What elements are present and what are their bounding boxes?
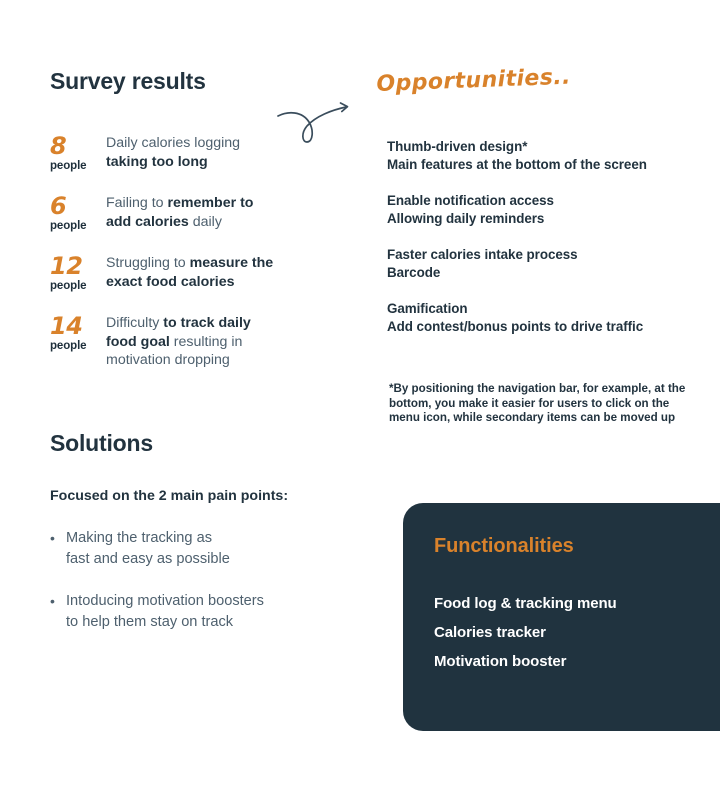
survey-results-title: Survey results — [50, 68, 206, 94]
survey-text-run-bold: remember to — [167, 195, 254, 211]
survey-text-line-1: Daily calories logging — [106, 135, 241, 151]
survey-text-run-bold: to track daily — [163, 315, 251, 331]
opportunity-line-2: Add contest/bonus points to drive traffic — [387, 318, 644, 334]
bullet-marker-icon: • — [50, 593, 55, 609]
bullet-line-2: to help them stay on track — [66, 613, 234, 630]
opportunities-list — [387, 138, 707, 354]
survey-text-line-2: taking too long — [106, 153, 208, 170]
survey-item-text — [106, 312, 350, 370]
survey-count-number: 8 — [50, 132, 67, 160]
survey-count-number: 14 — [50, 312, 83, 340]
survey-text-run-bold: exact food calories — [106, 273, 235, 290]
functionality-item: Food log & tracking menu — [434, 595, 617, 612]
survey-count-block — [50, 132, 106, 172]
survey-count-unit: people — [50, 220, 87, 232]
solutions-bullet-list — [50, 528, 360, 654]
survey-results-list — [50, 132, 350, 390]
opportunity-line-2: Barcode — [387, 264, 441, 280]
opportunities-footnote: *By positioning the navigation bar, for example, at the bottom, you make it easier for users to click on the menu icon, while secondary items can be moved up — [389, 382, 686, 425]
solutions-bullet-item — [50, 528, 360, 569]
survey-count-number: 6 — [50, 192, 67, 220]
opportunities-title: Opportunities.. — [376, 64, 572, 97]
survey-count-unit: people — [50, 160, 87, 172]
survey-text-run: daily — [188, 213, 222, 230]
survey-count-unit: people — [50, 340, 87, 352]
bullet-line-1: Making the tracking as — [66, 530, 213, 546]
solutions-bullet-item — [50, 591, 360, 632]
survey-count-block — [50, 192, 106, 232]
opportunity-line-2: Main features at the bottom of the screen — [387, 156, 647, 172]
opportunity-item — [387, 246, 707, 281]
survey-count-block — [50, 252, 106, 292]
survey-text-run-bold: measure the — [189, 255, 274, 271]
survey-item-text — [106, 192, 350, 231]
survey-text-run: resulting in — [169, 333, 243, 350]
functionalities-card — [403, 503, 720, 731]
survey-count-unit: people — [50, 280, 87, 292]
solutions-bullet-text — [66, 591, 264, 632]
survey-text-run: motivation dropping — [106, 352, 230, 368]
functionality-item: Motivation booster — [434, 653, 567, 670]
opportunity-line-1: Gamification — [387, 301, 468, 316]
survey-item — [50, 192, 350, 232]
solutions-title: Solutions — [50, 430, 153, 456]
survey-text-run-bold: add calories — [106, 213, 189, 230]
solutions-intro-text: Focused on the 2 main pain points: — [50, 488, 289, 504]
bullet-marker-icon: • — [50, 530, 55, 546]
opportunity-item — [387, 300, 707, 335]
survey-text-run: Failing to — [106, 195, 168, 211]
curved-arrow-doodle — [276, 100, 356, 156]
opportunity-line-1: Thumb-driven design* — [387, 139, 528, 154]
survey-count-block — [50, 312, 106, 352]
opportunity-item — [387, 192, 707, 227]
opportunity-line-1: Faster calories intake process — [387, 247, 578, 262]
opportunity-item — [387, 138, 707, 173]
survey-count-number: 12 — [50, 252, 83, 280]
survey-item-text — [106, 252, 350, 291]
opportunity-line-1: Enable notification access — [387, 193, 554, 208]
opportunity-line-2: Allowing daily reminders — [387, 210, 545, 226]
functionalities-heading: Functionalities — [434, 535, 574, 557]
survey-item — [50, 252, 350, 292]
bullet-line-2: fast and easy as possible — [66, 550, 230, 567]
solutions-bullet-text — [66, 528, 230, 569]
survey-text-run: Difficulty — [106, 315, 164, 331]
survey-text-run: Struggling to — [106, 255, 190, 271]
survey-item — [50, 312, 350, 370]
survey-text-run-bold: food goal — [106, 333, 170, 350]
functionality-item: Calories tracker — [434, 624, 546, 641]
bullet-line-1: Intoducing motivation boosters — [66, 593, 264, 609]
